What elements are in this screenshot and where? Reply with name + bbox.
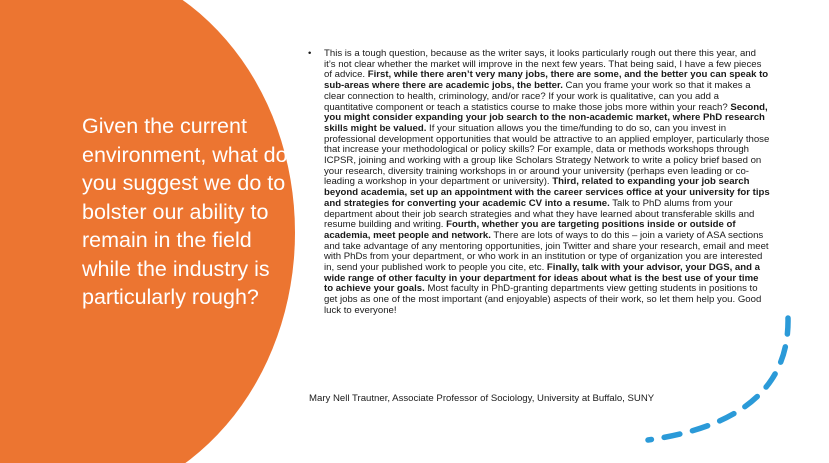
answer-bold-segment: First, while there aren’t very many jobs, there are some, and the better you can speak to sub-areas where there are academic jobs, the better.	[324, 69, 769, 92]
dashed-arc-path	[648, 318, 788, 440]
answer-segment: Can you frame your work so that it makes a clear connection to health, criminology, and/or race? If your work is qualitative, can you add a quantitative component or teach a statistics course to make those jobs more within your reach?	[324, 80, 751, 113]
answer-segment: This is a tough question, because as the writer says, it looks particularly rough out there this year, and it’s not clear whether the market will improve in the next few years. That being said, I have a few pieces of advice.	[324, 48, 762, 81]
answer-segment: There are lots of ways to do this – join a variety of ASA sections and take advantage of any mentoring opportunities, join Twitter and share your research, email and meet with PhDs from your department, or who work in an institution or type of organization you are interested in, send your published work to people you cite, etc.	[324, 229, 769, 274]
answer-bold-segment: Fourth, whether you are targeting positions inside or outside of academia, meet people and network.	[324, 219, 736, 241]
signature-text: Mary Nell Trautner, Associate Professor of Sociology, University at Buffalo, SUNY	[309, 393, 655, 404]
answer-block	[308, 49, 770, 317]
answer-bold-segment: Finally, talk with your advisor, your DGS, and a wide range of other faculty in your department for ideas about what is the best use of your time to achieve your goals.	[324, 262, 760, 295]
answer-segment: Talk to PhD alums from your department about their job search strategies and what they have learned about transferable skills and resume building and writing.	[324, 197, 755, 231]
dashed-arc-decoration	[640, 300, 820, 460]
question-text: Given the current environment, what do you suggest we do to bolster our ability to remain in the field while the industry is particularly rough?	[82, 114, 288, 309]
answer-bold-segment: Third, related to expanding your job search beyond academia, set up an appointment with the career services office at your university for tips and strategies for converting your academic CV into a resume.	[324, 176, 770, 209]
answer-segment: Most faculty in PhD-granting departments view getting students in positions to get jobs as one of the most important (and enjoyable) aspects of their work, so let them help you. Good luck to everyone!	[324, 283, 762, 316]
bullet-icon: •	[308, 48, 312, 59]
answer-bold-segment: Second, you might consider expanding your job search to the non-academic market, where PhD research skills might be valued.	[324, 101, 768, 134]
answer-segment: If your situation allows you the time/funding to do so, can you invest in professional development opportunities that would be attractive to an applied employer, particularly those that increase your methodological or policy skills? For example, data or methods workshops through ICPSR, joining and working with a group like Scholars Strategy Network to write a policy brief based on your research, diversity training workshops in or around your university (perhaps even leading or co-leading a workshop in your department or university).	[324, 122, 770, 188]
answer-text	[324, 49, 770, 317]
